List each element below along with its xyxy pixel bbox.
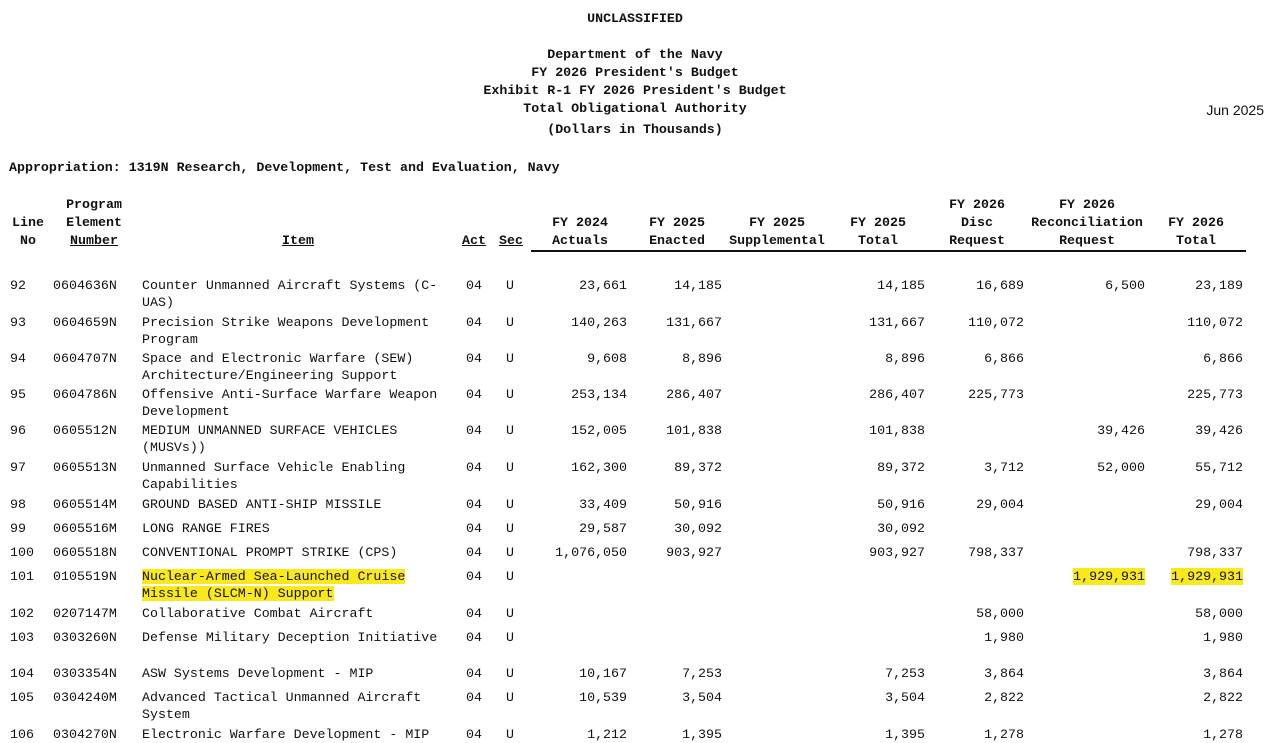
cell-sec: U <box>506 521 514 536</box>
cell-act: 04 <box>466 606 482 621</box>
cell-fy2026-disc: 29,004 <box>976 497 1024 512</box>
cell-fy2025-enacted: 903,927 <box>666 545 722 560</box>
cell-line: 106 <box>10 727 34 742</box>
cell-act: 04 <box>466 521 482 536</box>
col-fy2026-total: FY 2026 Total <box>1168 215 1224 248</box>
cell-fy2024: 162,300 <box>571 460 627 475</box>
cell-fy2026-total: 1,278 <box>1203 727 1243 742</box>
cell-fy2026-recon: 52,000 <box>1097 460 1145 475</box>
cell-item <box>142 314 452 348</box>
cell-fy2025-enacted: 131,667 <box>666 315 722 330</box>
item-text: Collaborative Combat Aircraft <box>142 606 374 621</box>
cell-item <box>142 350 452 384</box>
cell-fy2024: 29,587 <box>579 521 627 536</box>
item-text: ASW Systems Development - MIP <box>142 666 374 681</box>
item-text: CONVENTIONAL PROMPT STRIKE (CPS) <box>142 545 398 560</box>
date-label: Jun 2025 <box>1206 102 1264 118</box>
cell-fy2025-enacted: 89,372 <box>674 460 722 475</box>
cell-sec: U <box>506 569 514 584</box>
cell-line: 92 <box>10 278 26 293</box>
cell-fy2024: 253,134 <box>571 387 627 402</box>
cell-pe: 0303354N <box>53 666 117 681</box>
cell-sec: U <box>506 278 514 293</box>
item-text: Precision Strike Weapons Development Program <box>142 315 430 347</box>
cell-act: 04 <box>466 315 482 330</box>
cell-fy2024: 1,076,050 <box>555 545 627 560</box>
cell-sec: U <box>506 690 514 705</box>
item-text: Offensive Anti-Surface Warfare Weapon Development <box>142 387 438 419</box>
cell-fy2026-total: 225,773 <box>1187 387 1243 402</box>
cell-act: 04 <box>466 666 482 681</box>
cell-fy2024: 23,661 <box>579 278 627 293</box>
cell-fy2026-total: 55,712 <box>1195 460 1243 475</box>
cell-fy2025-enacted: 101,838 <box>666 423 722 438</box>
cell-fy2026-total: 29,004 <box>1195 497 1243 512</box>
cell-line: 104 <box>10 666 34 681</box>
cell-sec: U <box>506 630 514 645</box>
cell-fy2024: 9,608 <box>587 351 627 366</box>
item-text: Unmanned Surface Vehicle Enabling Capabilities <box>142 460 406 492</box>
cell-fy2024: 33,409 <box>579 497 627 512</box>
header-line-units: (Dollars in Thousands) <box>547 122 723 137</box>
cell-sec: U <box>506 423 514 438</box>
cell-act: 04 <box>466 569 482 584</box>
cell-act: 04 <box>466 423 482 438</box>
cell-fy2026-recon: 1,929,931 <box>1073 569 1145 584</box>
cell-fy2025-enacted: 286,407 <box>666 387 722 402</box>
cell-fy2026-total: 58,000 <box>1195 606 1243 621</box>
cell-fy2026-disc: 225,773 <box>968 387 1024 402</box>
appropriation-label: Appropriation: 1319N Research, Development, Test and Evaluation, Navy <box>9 160 560 175</box>
cell-line: 95 <box>10 387 26 402</box>
cell-fy2026-total: 1,929,931 <box>1171 569 1243 584</box>
cell-fy2025-enacted: 8,896 <box>682 351 722 366</box>
cell-act: 04 <box>466 545 482 560</box>
header-rule <box>531 250 1246 252</box>
cell-sec: U <box>506 666 514 681</box>
cell-fy2025-total: 3,504 <box>885 690 925 705</box>
cell-item <box>142 277 452 311</box>
cell-pe: 0605514M <box>53 497 117 512</box>
cell-item <box>142 689 452 723</box>
cell-pe: 0605513N <box>53 460 117 475</box>
cell-item <box>142 605 452 622</box>
cell-fy2026-disc: 58,000 <box>976 606 1024 621</box>
item-text: Advanced Tactical Unmanned Aircraft System <box>142 690 422 722</box>
cell-fy2025-total: 89,372 <box>877 460 925 475</box>
cell-sec: U <box>506 387 514 402</box>
cell-fy2025-total: 8,896 <box>885 351 925 366</box>
cell-pe: 0604786N <box>53 387 117 402</box>
header-line-toa: Total Obligational Authority <box>523 101 747 116</box>
cell-act: 04 <box>466 387 482 402</box>
cell-line: 99 <box>10 521 26 536</box>
cell-fy2025-total: 286,407 <box>869 387 925 402</box>
cell-item <box>142 520 452 537</box>
item-text: Electronic Warfare Development - MIP <box>142 727 430 742</box>
cell-item <box>142 496 452 513</box>
cell-pe: 0605512N <box>53 423 117 438</box>
cell-fy2024: 1,212 <box>587 727 627 742</box>
item-text: Space and Electronic Warfare (SEW) Architecture/Engineering Support <box>142 351 414 383</box>
item-text: Nuclear-Armed Sea-Launched Cruise Missile (SLCM-N) Support <box>142 569 406 601</box>
cell-fy2024: 152,005 <box>571 423 627 438</box>
cell-fy2025-total: 50,916 <box>877 497 925 512</box>
cell-fy2026-disc: 110,072 <box>968 315 1024 330</box>
cell-fy2025-enacted: 50,916 <box>674 497 722 512</box>
col-fy2025-supplemental: FY 2025 Supplemental <box>729 215 825 248</box>
cell-act: 04 <box>466 630 482 645</box>
col-program-element: Program Element Number <box>66 197 122 248</box>
item-text: LONG RANGE FIRES <box>142 521 270 536</box>
cell-item <box>142 459 452 493</box>
cell-fy2026-disc: 1,278 <box>984 727 1024 742</box>
cell-pe: 0604636N <box>53 278 117 293</box>
cell-fy2025-total: 131,667 <box>869 315 925 330</box>
cell-fy2025-enacted: 7,253 <box>682 666 722 681</box>
col-fy2026-disc-request: FY 2026 Disc Request <box>949 197 1005 248</box>
cell-fy2026-total: 39,426 <box>1195 423 1243 438</box>
cell-fy2024: 10,539 <box>579 690 627 705</box>
cell-fy2026-total: 23,189 <box>1195 278 1243 293</box>
cell-item <box>142 665 452 682</box>
item-text: GROUND BASED ANTI-SHIP MISSILE <box>142 497 382 512</box>
cell-fy2026-disc: 6,866 <box>984 351 1024 366</box>
cell-sec: U <box>506 351 514 366</box>
cell-pe: 0605518N <box>53 545 117 560</box>
cell-fy2026-total: 3,864 <box>1203 666 1243 681</box>
cell-fy2024: 140,263 <box>571 315 627 330</box>
cell-act: 04 <box>466 351 482 366</box>
cell-sec: U <box>506 497 514 512</box>
cell-fy2025-total: 30,092 <box>877 521 925 536</box>
cell-pe: 0604707N <box>53 351 117 366</box>
item-text: MEDIUM UNMANNED SURFACE VEHICLES (MUSVs)) <box>142 423 398 455</box>
col-act: Act <box>462 233 486 248</box>
cell-sec: U <box>506 545 514 560</box>
cell-sec: U <box>506 315 514 330</box>
cell-fy2026-disc: 1,980 <box>984 630 1024 645</box>
cell-pe: 0605516M <box>53 521 117 536</box>
cell-fy2026-total: 110,072 <box>1187 315 1243 330</box>
cell-line: 103 <box>10 630 34 645</box>
cell-pe: 0303260N <box>53 630 117 645</box>
cell-item <box>142 568 452 602</box>
cell-sec: U <box>506 727 514 742</box>
header-line-department: Department of the Navy <box>547 47 723 62</box>
cell-fy2026-recon: 39,426 <box>1097 423 1145 438</box>
cell-item <box>142 422 452 456</box>
cell-act: 04 <box>466 727 482 742</box>
cell-line: 100 <box>10 545 34 560</box>
header-line-budget: FY 2026 President's Budget <box>531 65 739 80</box>
cell-act: 04 <box>466 497 482 512</box>
cell-fy2026-disc: 3,712 <box>984 460 1024 475</box>
cell-fy2026-total: 1,980 <box>1203 630 1243 645</box>
cell-pe: 0304270N <box>53 727 117 742</box>
cell-fy2025-enacted: 30,092 <box>674 521 722 536</box>
col-fy2026-reconciliation-request: FY 2026 Reconciliation Request <box>1031 197 1143 248</box>
cell-act: 04 <box>466 690 482 705</box>
cell-item <box>142 726 452 743</box>
cell-pe: 0604659N <box>53 315 117 330</box>
cell-fy2025-total: 14,185 <box>877 278 925 293</box>
cell-fy2024: 10,167 <box>579 666 627 681</box>
cell-line: 101 <box>10 569 34 584</box>
cell-line: 93 <box>10 315 26 330</box>
cell-fy2025-enacted: 3,504 <box>682 690 722 705</box>
cell-sec: U <box>506 460 514 475</box>
cell-fy2025-total: 101,838 <box>869 423 925 438</box>
cell-line: 94 <box>10 351 26 366</box>
cell-line: 102 <box>10 606 34 621</box>
cell-line: 105 <box>10 690 34 705</box>
item-text: Defense Military Deception Initiative <box>142 630 438 645</box>
cell-fy2026-disc: 2,822 <box>984 690 1024 705</box>
cell-fy2026-total: 798,337 <box>1187 545 1243 560</box>
header-line-exhibit: Exhibit R-1 FY 2026 President's Budget <box>483 83 787 98</box>
col-line-no: Line No <box>12 215 44 248</box>
item-text: Counter Unmanned Aircraft Systems (C-UAS) <box>142 278 438 310</box>
col-item: Item <box>282 233 314 248</box>
cell-fy2026-recon: 6,500 <box>1105 278 1145 293</box>
cell-fy2026-disc: 798,337 <box>968 545 1024 560</box>
cell-pe: 0304240M <box>53 690 117 705</box>
cell-fy2025-total: 903,927 <box>869 545 925 560</box>
cell-fy2026-total: 2,822 <box>1203 690 1243 705</box>
cell-line: 98 <box>10 497 26 512</box>
cell-pe: 0207147M <box>53 606 117 621</box>
cell-item <box>142 629 452 646</box>
cell-fy2025-enacted: 14,185 <box>674 278 722 293</box>
col-fy2025-enacted: FY 2025 Enacted <box>649 215 705 248</box>
cell-fy2026-disc: 16,689 <box>976 278 1024 293</box>
classification-label: UNCLASSIFIED <box>587 11 683 26</box>
col-sec: Sec <box>499 233 523 248</box>
cell-act: 04 <box>466 278 482 293</box>
cell-fy2025-total: 1,395 <box>885 727 925 742</box>
cell-fy2025-total: 7,253 <box>885 666 925 681</box>
cell-line: 97 <box>10 460 26 475</box>
cell-fy2026-disc: 3,864 <box>984 666 1024 681</box>
cell-fy2025-enacted: 1,395 <box>682 727 722 742</box>
cell-item <box>142 386 452 420</box>
col-fy2025-total: FY 2025 Total <box>850 215 906 248</box>
col-fy2024-actuals: FY 2024 Actuals <box>552 215 608 248</box>
cell-act: 04 <box>466 460 482 475</box>
cell-pe: 0105519N <box>53 569 117 584</box>
cell-item <box>142 544 452 561</box>
cell-fy2026-total: 6,866 <box>1203 351 1243 366</box>
cell-line: 96 <box>10 423 26 438</box>
cell-sec: U <box>506 606 514 621</box>
